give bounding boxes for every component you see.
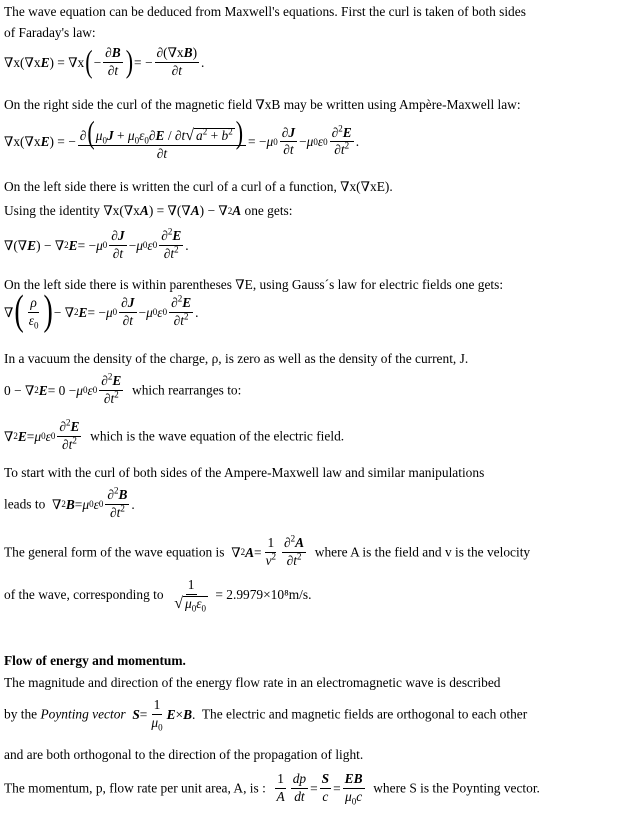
section-heading: Flow of energy and momentum. — [4, 653, 186, 668]
poynting-term: Poynting vector — [40, 706, 126, 722]
equation-gauss-substitution: ∇ ( $\frac{\rho}{\varepsilon_0}$ ) − ∇ 2 E = − μ 0 $\frac{\partial J}{\partial t}$ − μ 0 ε 0 $\frac{\partial^2E}{\partial t^2}$ . — [4, 288, 199, 335]
orthogonal-text: The electric and magnetic fields are orthogonal to each other — [201, 706, 528, 722]
paragraph-line: The magnitude and direction of the energy flow rate in an electromagnetic wave is described — [4, 675, 501, 690]
equation-wave-b-line: leads to ∇ 2 B = μ 0 ε 0 $\frac{\partial^2B}{\partial t^2}$ . — [4, 485, 135, 520]
momentum-intro-text: The momentum, p, flow rate per unit area, A, is : — [4, 780, 266, 796]
poynting-where-text: where S is the Poynting vector. — [373, 780, 540, 796]
paragraph-line: and are both orthogonal to the direction of the propagation of light. — [4, 747, 364, 762]
identity-outro-text: one gets: — [244, 203, 293, 218]
light-speed-value: = 2.9979×10⁸m/s. — [215, 587, 312, 603]
field-velocity-text: where A is the field and v is the velocity — [314, 544, 531, 560]
rearranges-text: which rearranges to: — [132, 382, 242, 398]
paragraph-line: On the left side there is written the curl of a curl of a function, ∇x(∇xE). — [4, 179, 393, 194]
momentum-line: The momentum, p, flow rate per unit area, A, is : $\frac{1}{A}$ $\frac{dp}{dt}$ = $\frac{S}{c}$ = $\frac{EB}{\mu_0c}$ where S is the Poynting vector. — [4, 771, 540, 807]
wave-corresponding-text: of the wave, corresponding to — [4, 587, 164, 603]
poynting-line: by the Poynting vector S = $\frac{1}{\mu_0}$ E × B . The electric and magnetic fields are orthogonal to each other — [4, 697, 528, 733]
paragraph-line: To start with the curl of both sides of the Ampere-Maxwell law and similar manipulations — [4, 465, 485, 480]
equation-light-speed-line: of the wave, corresponding to 1 √ $\mu_0\varepsilon_0$ = 2.9979×10⁸m/s. — [4, 577, 312, 614]
identity-intro-text: Using the identity — [4, 203, 100, 218]
equation-vacuum-line: 0 − ∇ 2 E = 0 − μ 0 ε 0 $\frac{\partial^2E}{\partial t^2}$ which rearranges to: — [4, 371, 242, 406]
general-form-text: The general form of the wave equation is — [4, 544, 225, 560]
equation-faraday-curl: ∇x(∇x E ) = ∇x ( − $\frac{\partial B}{\partial t}$ ) = − $\frac{\partial(\nabla xB)}{\partial t}$ . — [4, 43, 205, 80]
leads-to-text: leads to — [4, 496, 46, 512]
identity-line: Using the identity ∇x(∇x A ) = ∇(∇ A ) − ∇ 2 A one gets: — [4, 203, 293, 218]
equation-wave-e-line: ∇ 2 E = μ 0 ε 0 $\frac{\partial^2E}{\partial t^2}$ which is the wave equation of the electric field. — [4, 417, 345, 452]
paragraph-line: The wave equation can be deduced from Maxwell's equations. First the curl is taken of both sides — [4, 4, 526, 19]
equation-ampere-substitution: ∇x(∇x E ) = − $\partial(\mu_0J + \mu_0\varepsilon_0\partial E / \partial t$ √ $a^2 + b^2$ ) ∂t = − μ 0 $\frac{\partial J}{\partial t}$ − μ 0 ε 0 $\frac{\partial^2E}{\partial t^2}$ . — [4, 114, 360, 161]
wave-e-text: which is the wave equation of the electric field. — [90, 428, 345, 444]
paragraph-line: On the right side the curl of the magnetic field ∇xB may be written using Ampère-Maxwell law: — [4, 97, 521, 112]
equation-general-wave-line: The general form of the wave equation is ∇ 2 A = $\frac{1}{v^2}$ $\frac{\partial^2A}{\partial t^2}$ where A is the field and v is the velocity — [4, 533, 531, 568]
equation-identity-result: ∇(∇ E ) − ∇ 2 E = − μ 0 $\frac{\partial J}{\partial t}$ − μ 0 ε 0 $\frac{\partial^2E}{\partial t^2}$ . — [4, 226, 189, 261]
paragraph-line: On the left side there is within parentheses ∇E, using Gauss´s law for electric fields one gets: — [4, 277, 504, 292]
paragraph-line: In a vacuum the density of the charge, ρ, is zero as well as the density of the current, J. — [4, 351, 469, 366]
poynting-intro-text: by the — [4, 706, 38, 722]
paragraph-line: of Faraday's law: — [4, 25, 96, 40]
